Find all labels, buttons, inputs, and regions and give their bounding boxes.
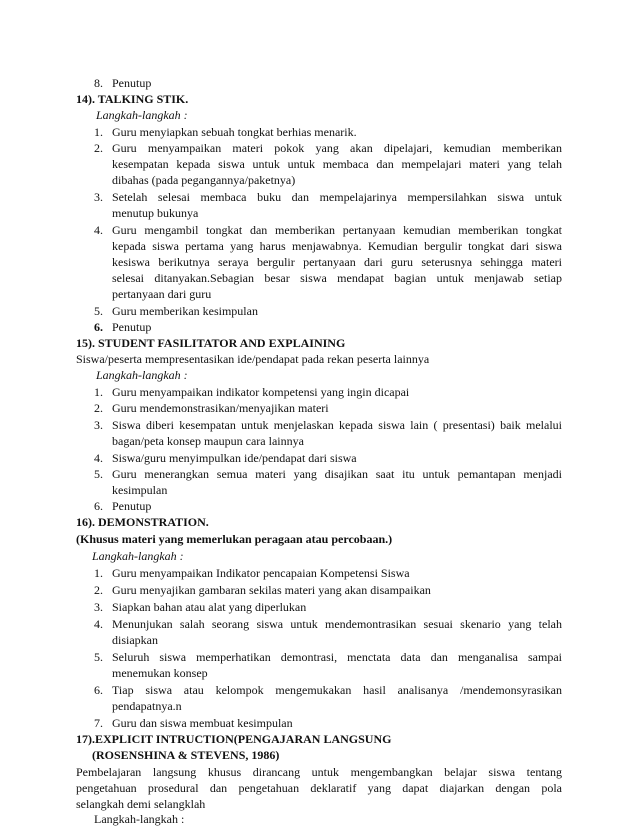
list-item-line: selesai ditanyakan.Sebagian besar siswa mendapat bagian untuk menjawab setiap [112, 271, 562, 285]
list-item-line: Tiap siswa atau kelompok mengemukakan hasil analisanya /mendemonsyrasikan [112, 683, 562, 697]
list-number: 1. [94, 125, 103, 139]
list-item-text: Penutup [112, 320, 152, 334]
paragraph-line: pengetahuan prosedural dan pengetahuan deklaratif yang dapat diajarkan dengan pola [76, 781, 562, 795]
list-item-line: menutup bukunya [112, 206, 199, 220]
steps-label: Langkah-langkah : [94, 812, 185, 826]
list-number: 6. [94, 683, 103, 697]
list-item-text: Penutup [112, 76, 152, 90]
list-item-text: Guru memberikan kesimpulan [112, 304, 258, 318]
steps-label: Langkah-langkah : [96, 108, 188, 122]
list-number: 6. [94, 499, 103, 513]
section-heading-demonstration: 16). DEMONSTRATION. [76, 515, 209, 529]
paragraph-line: Pembelajaran langsung khusus dirancang untuk mengembangkan belajar siswa tentang [76, 765, 562, 779]
list-item-text: Penutup [112, 499, 152, 513]
list-number: 6. [94, 320, 103, 334]
list-item-text: Siswa/guru menyimpulkan ide/pendapat dari siswa [112, 451, 357, 465]
list-number: 4. [94, 223, 103, 237]
list-number: 1. [94, 566, 103, 580]
list-item-text: Guru menyajikan gambaran sekilas materi yang akan disampaikan [112, 583, 431, 597]
list-item-text: Siapkan bahan atau alat yang diperlukan [112, 600, 307, 614]
section-description: Siswa/peserta mempresentasikan ide/pendapat pada rekan peserta lainnya [76, 352, 430, 366]
list-item-line: kesempatan kepada siswa untuk untuk membaca dan mempelajari materi yang telah [112, 157, 562, 171]
list-item-line: kesimpulan [112, 483, 168, 497]
list-number: 3. [94, 190, 103, 204]
list-item-text: Guru menyampaikan Indikator pencapaian Kompetensi Siswa [112, 566, 410, 580]
list-number: 5. [94, 650, 103, 664]
steps-label: Langkah-langkah : [92, 549, 184, 563]
list-item-line: Siswa diberi kesempatan untuk menjelaskan kepada siswa lain ( presentasi) baik melalui [112, 418, 562, 432]
section-subheading: (Khusus materi yang memerlukan peragaan atau percobaan.) [76, 532, 393, 546]
list-item-line: Menunjukan salah seorang siswa untuk mendemontrasikan sesuai skenario yang telah [112, 617, 562, 631]
list-item-text: Guru mendemonstrasikan/menyajikan materi [112, 401, 329, 415]
list-number: 5. [94, 467, 103, 481]
list-item-line: kesiswa berikutnya seraya bergulir pertanyaan dari guru seterusnya sehingga materi [112, 255, 562, 269]
list-item-line: bagan/peta konsep maupun cara lainnya [112, 434, 304, 448]
paragraph-line: selangkah demi selangklah [76, 797, 206, 811]
list-item-line: disiapkan [112, 633, 158, 647]
section-subheading: (ROSENSHINA & STEVENS, 1986) [92, 748, 280, 762]
list-number: 1. [94, 385, 103, 399]
list-item-text: Guru menyampaikan indikator kompetensi yang ingin dicapai [112, 385, 410, 399]
steps-label: Langkah-langkah : [96, 368, 188, 382]
list-number: 2. [94, 141, 103, 155]
list-item-line: kepada siswa pertama yang harus menjawabnya. Kemudian bergulir tongkat dari siswa [112, 239, 562, 253]
list-number: 4. [94, 451, 103, 465]
section-heading-talking-stik: 14). TALKING STIK. [76, 92, 189, 106]
list-item-line: Guru mengambil tongkat dan memberikan pertanyaan kemudian memberikan tongkat [112, 223, 562, 237]
list-number: 4. [94, 617, 103, 631]
list-item-line: dibahas (pada pegangannya/paketnya) [112, 173, 296, 187]
list-number: 3. [94, 600, 103, 614]
list-item-line: menemukan konsep [112, 666, 208, 680]
list-item-line: Seluruh siswa memperhatikan demontrasi, menctata data dan menganalisa sampai [112, 650, 562, 664]
section-heading-explicit-intruction: 17).EXPLICIT INTRUCTION(PENGAJARAN LANGSUNG [76, 732, 392, 746]
section-heading-student-fasilitator: 15). STUDENT FASILITATOR AND EXPLAINING [76, 336, 346, 350]
list-item-line: Setelah selesai membaca buku dan mempelajarinya mempersilahkan siswa untuk [112, 190, 562, 204]
list-item-line: Guru menerangkan semua materi yang disajikan saat itu untuk pemantapan menjadi [112, 467, 562, 481]
list-item-text: Guru menyiapkan sebuah tongkat berhias menarik. [112, 125, 357, 139]
list-item-text: Guru dan siswa membuat kesimpulan [112, 716, 293, 730]
list-number: 3. [94, 418, 103, 432]
list-number: 5. [94, 304, 103, 318]
list-item-line: Guru menyampaikan materi pokok yang akan dipelajari, kemudian memberikan [112, 141, 562, 155]
list-number: 7. [94, 716, 103, 730]
list-item-line: pendapatnya.n [112, 699, 182, 713]
list-number: 2. [94, 583, 103, 597]
list-item-line: pertanyaan dari guru [112, 287, 212, 301]
list-number: 8. [94, 76, 103, 90]
list-number: 2. [94, 401, 103, 415]
